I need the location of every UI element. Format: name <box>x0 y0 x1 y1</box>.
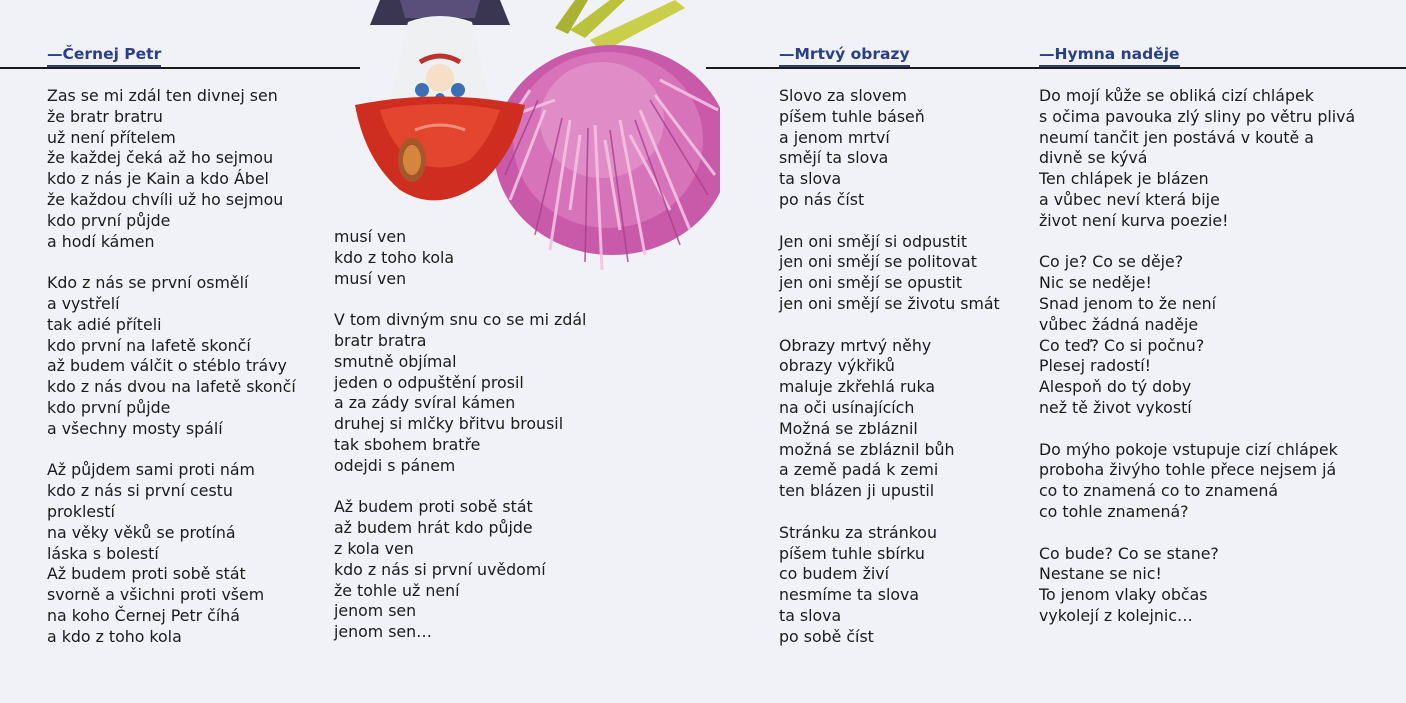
poem-line: kdo z nás si první uvědomí <box>334 559 546 579</box>
poem-line: na věky věků se protíná <box>47 522 236 542</box>
poem-line: Co je? Co se děje? <box>1039 252 1184 272</box>
poem-line: a jenom mrtví <box>779 127 890 147</box>
poem-line: Až budem proti sobě stát <box>47 564 246 584</box>
poem-line: co to znamená co to znamená <box>1039 481 1279 501</box>
poem-line: a všechny mosty spálí <box>47 418 223 438</box>
poem-line: a vůbec neví která bije <box>1039 189 1220 209</box>
poem-line: vykolejí z kolejnic… <box>1039 605 1193 625</box>
poem-line: bratr bratra <box>334 330 427 350</box>
poem-line: až budem hrát kdo půjde <box>334 518 533 538</box>
poem-line: Možná se zbláznil <box>779 418 918 438</box>
poem-line: už není přítelem <box>47 127 176 147</box>
poem-line: ten blázen ji upustil <box>779 481 935 501</box>
poem-line: divně se kývá <box>1039 148 1148 168</box>
poem-line: nesmíme ta slova <box>779 585 920 605</box>
poem-line: tak sbohem bratře <box>334 434 481 454</box>
poem-line: kdo první půjde <box>47 397 171 417</box>
poem-line: že tohle už není <box>334 580 460 600</box>
poem-line: píšem tuhle báseň <box>779 106 925 126</box>
poem-line: Snad jenom to že není <box>1039 293 1217 313</box>
stanza-break <box>1039 419 1355 440</box>
stanza-break <box>1039 232 1355 253</box>
poem-line: Jen oni smějí si odpustit <box>779 231 968 251</box>
poem-line: neumí tančit jen postává v koutě a <box>1039 127 1314 147</box>
poem-line: tak adié příteli <box>47 314 162 334</box>
poem-line: Až budem proti sobě stát <box>334 497 533 517</box>
poem-line: na koho Černej Petr číhá <box>47 605 240 625</box>
poem-line: To jenom vlaky občas <box>1039 585 1208 605</box>
stanza-break <box>779 502 1000 523</box>
poem-line: a vystřelí <box>47 293 120 313</box>
stanza-break <box>334 289 586 310</box>
poem-line: ta slova <box>779 169 842 189</box>
poem-line: a hodí kámen <box>47 231 155 251</box>
poem-line: co tohle znamená? <box>1039 501 1189 521</box>
poem-line: než tě život vykostí <box>1039 397 1192 417</box>
poem-line: jenom sen <box>334 601 417 621</box>
poem-title-hymna-nadeje: —Hymna naděje <box>1039 44 1180 67</box>
poem-line: proklestí <box>47 501 115 521</box>
poem-line: Ten chlápek je blázen <box>1039 169 1209 189</box>
poem-line: život není kurva poezie! <box>1039 210 1229 230</box>
poem-line: z kola ven <box>334 538 414 558</box>
poem-line: svorně a všichni proti všem <box>47 585 265 605</box>
poem-line: že každou chvíli už ho sejmou <box>47 189 284 209</box>
poem-line: s očima pavouka zlý sliny po větru plivá <box>1039 106 1356 126</box>
poem-line: smějí ta slova <box>779 148 889 168</box>
stanza-break <box>779 315 1000 336</box>
poem-mrtvy-obrazy-column <box>779 86 1000 648</box>
poem-title-cernej-petr: —Černej Petr <box>47 44 161 67</box>
poem-line: po sobě číst <box>779 626 874 646</box>
header-rule-left <box>0 67 360 69</box>
poem-line: jeden o odpuštění prosil <box>334 372 524 392</box>
poem-line: Alespoň do tý doby <box>1039 377 1192 397</box>
leaf-icon <box>555 0 685 52</box>
poem-line: co budem živí <box>779 564 889 584</box>
poem-line: láska s bolestí <box>47 543 159 563</box>
poem-line: možná se zbláznil bůh <box>779 439 955 459</box>
poem-line: Slovo za slovem <box>779 86 907 105</box>
poem-line: proboha živýho tohle přece nejsem já <box>1039 460 1337 480</box>
stanza-break <box>779 211 1000 232</box>
poem-line: Do mýho pokoje vstupuje cizí chlápek <box>1039 439 1338 459</box>
poem-line: kdo první půjde <box>47 210 171 230</box>
poem-line: až budem válčit o stéblo trávy <box>47 356 287 376</box>
poem-line: kdo z nás dvou na lafetě skončí <box>47 377 296 397</box>
poem-line: Kdo z nás se první osmělí <box>47 273 249 293</box>
poem-line: obrazy výkřiků <box>779 356 895 376</box>
poem-line: Zas se mi zdál ten divnej sen <box>47 86 278 105</box>
poem-cernej-petr-column-1 <box>47 86 296 648</box>
poem-line: Nic se neděje! <box>1039 273 1152 293</box>
poem-line: vůbec žádná naděje <box>1039 314 1199 334</box>
poem-line: a za zády svíral kámen <box>334 393 516 413</box>
poem-line: Do mojí kůže se obliká cizí chlápek <box>1039 86 1314 105</box>
poem-line: píšem tuhle sbírku <box>779 543 925 563</box>
poem-line: druhej si mlčky břitvu brousil <box>334 414 564 434</box>
poem-line: Plesej radostí! <box>1039 356 1152 376</box>
poem-line: musí ven <box>334 227 407 246</box>
poem-line: Až půjdem sami proti nám <box>47 460 255 480</box>
poem-line: V tom divným snu co se mi zdál <box>334 310 587 330</box>
stanza-break <box>1039 523 1355 544</box>
poem-title-mrtvy-obrazy: —Mrtvý obrazy <box>779 44 910 67</box>
poem-line: Co bude? Co se stane? <box>1039 543 1219 563</box>
poem-line: že každej čeká až ho sejmou <box>47 148 274 168</box>
poem-line: Nestane se nic! <box>1039 564 1162 584</box>
stanza-break <box>334 477 586 498</box>
poem-line: odejdi s pánem <box>334 455 456 475</box>
poem-line: Obrazy mrtvý něhy <box>779 335 932 355</box>
poem-line: ta slova <box>779 605 842 625</box>
poem-line: kdo z nás si první cestu <box>47 481 233 501</box>
poem-cernej-petr-column-2 <box>334 227 586 643</box>
poem-line: maluje zkřehlá ruka <box>779 377 936 397</box>
poem-line: po nás číst <box>779 189 865 209</box>
stanza-break <box>47 252 296 273</box>
poem-line: a země padá k zemi <box>779 460 939 480</box>
poem-line: jenom sen… <box>334 622 432 642</box>
poem-line: Stránku za stránkou <box>779 522 937 542</box>
poem-line: kdo první na lafetě skončí <box>47 335 251 355</box>
poem-line: kdo z toho kola <box>334 247 455 267</box>
poem-line: jen oni smějí se opustit <box>779 273 963 293</box>
poem-line: kdo z nás je Kain a kdo Ábel <box>47 169 269 189</box>
poem-line: na oči usínajících <box>779 397 915 417</box>
poem-hymna-nadeje-column <box>1039 86 1355 627</box>
poem-line: musí ven <box>334 268 407 288</box>
header-rule-right <box>706 67 1406 69</box>
poem-line: a kdo z toho kola <box>47 626 182 646</box>
poem-line: Co teď? Co si počnu? <box>1039 335 1205 355</box>
poem-line: jen oni smějí se životu smát <box>779 293 1000 313</box>
stanza-break <box>47 440 296 461</box>
poem-line: jen oni smějí se politovat <box>779 252 977 272</box>
poem-line: smutně objímal <box>334 351 457 371</box>
poem-line: že bratr bratru <box>47 106 163 126</box>
